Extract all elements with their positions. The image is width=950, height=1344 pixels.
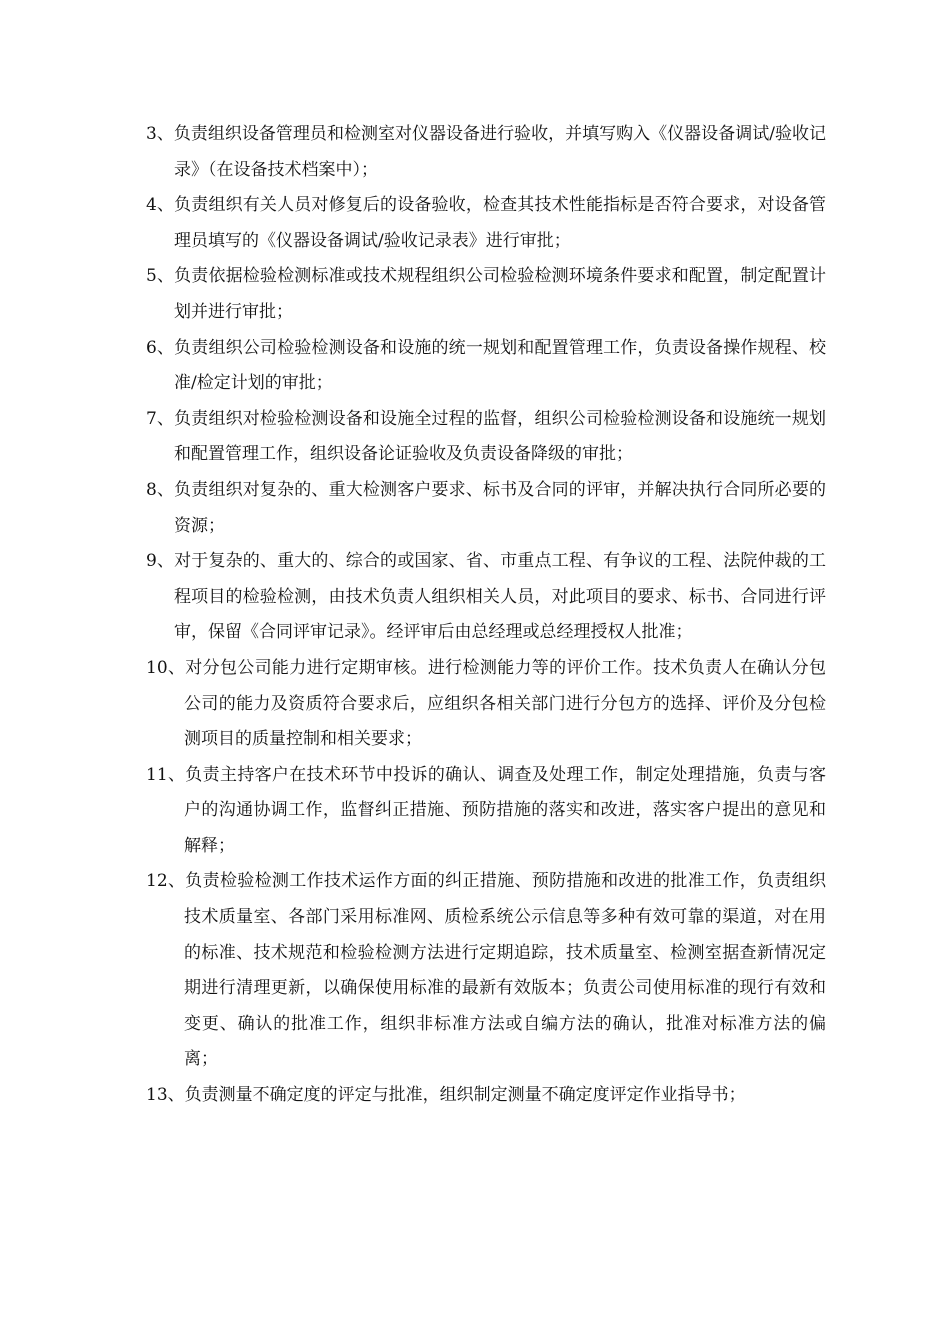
list-item [146,544,826,651]
responsibility-list [146,117,826,1114]
list-item [146,651,826,758]
item-text: 负责依据检验检测标准或技术规程组织公司检验检测环境条件要求和配置，制定配置计划并进行审批； [174,266,826,322]
item-number: 4、 [146,195,175,216]
item-text: 负责组织有关人员对修复后的设备验收，检查其技术性能指标是否符合要求，对设备管理员填写的《仪器设备调试/验收记录表》进行审批； [174,195,826,251]
item-text: 负责组织公司检验检测设备和设施的统一规划和配置管理工作，负责设备操作规程、校准/检定计划的审批； [174,337,826,394]
item-number: 9、 [146,551,175,572]
item-text: 负责组织对检验检测设备和设施全过程的监督，组织公司检验检测设备和设施统一规划和配置管理工作，组织设备论证验收及负责设备降级的审批； [174,408,826,465]
item-text: 负责组织对复杂的、重大检测客户要求、标书及合同的评审，并解决执行合同所必要的资源； [174,479,826,536]
item-text: 对于复杂的、重大的、综合的或国家、省、市重点工程、有争议的工程、法院仲裁的工程项目的检验检测，由技术负责人组织相关人员，对此项目的要求、标书、合同进行评审，保留《合同评审记录》。经评审后由总经理或总经理授权人批准； [174,551,826,643]
item-number: 12、 [146,871,186,892]
list-item [146,758,826,865]
item-number: 5、 [146,266,175,287]
item-text: 负责检验检测工作技术运作方面的纠正措施、预防措施和改进的批准工作，负责组织技术质量室、各部门采用标准网、质检系统公示信息等多种有效可靠的渠道，对在用的标准、技术规范和检验检测方法进行定期追踪，技术质量室、检测室据查新情况定期进行清理更新，以确保使用标准的最新有效版本；负责公司使用标准的现行有效和变更、确认的批准工作，组织非标准方法或自编方法的确认，批准对标准方法的偏离； [184,871,827,1070]
item-number: 3、 [146,124,174,144]
list-item [146,188,826,259]
list-item [146,864,826,1078]
item-number: 11、 [146,764,186,785]
item-text: 负责主持客户在技术环节中投诉的确认、调查及处理工作，制定处理措施，负责与客户的沟通协调工作，监督纠正措施、预防措施的落实和改进，落实客户提出的意见和解释； [184,764,827,856]
item-number: 10、 [146,657,186,678]
list-item [146,117,826,188]
item-text: 对分包公司能力进行定期审核。进行检测能力等的评价工作。技术负责人在确认分包公司的能力及资质符合要求后，应组织各相关部门进行分包方的选择、评价及分包检测项目的质量控制和相关要求； [184,657,827,750]
item-text: 负责测量不确定度的评定与批准，组织制定测量不确定度评定作业指导书； [184,1085,746,1106]
list-item [146,473,826,544]
item-number: 8、 [146,479,175,500]
item-number: 6、 [146,337,175,358]
item-number: 13、 [146,1085,185,1106]
list-item [146,402,826,473]
item-text: 负责组织设备管理员和检测室对仪器设备进行验收，并填写购入《仪器设备调试/验收记录》（在设备技术档案中）； [173,124,826,180]
item-number: 7、 [146,408,175,429]
list-item [146,331,826,402]
list-item [146,259,826,330]
list-item [146,1078,826,1114]
